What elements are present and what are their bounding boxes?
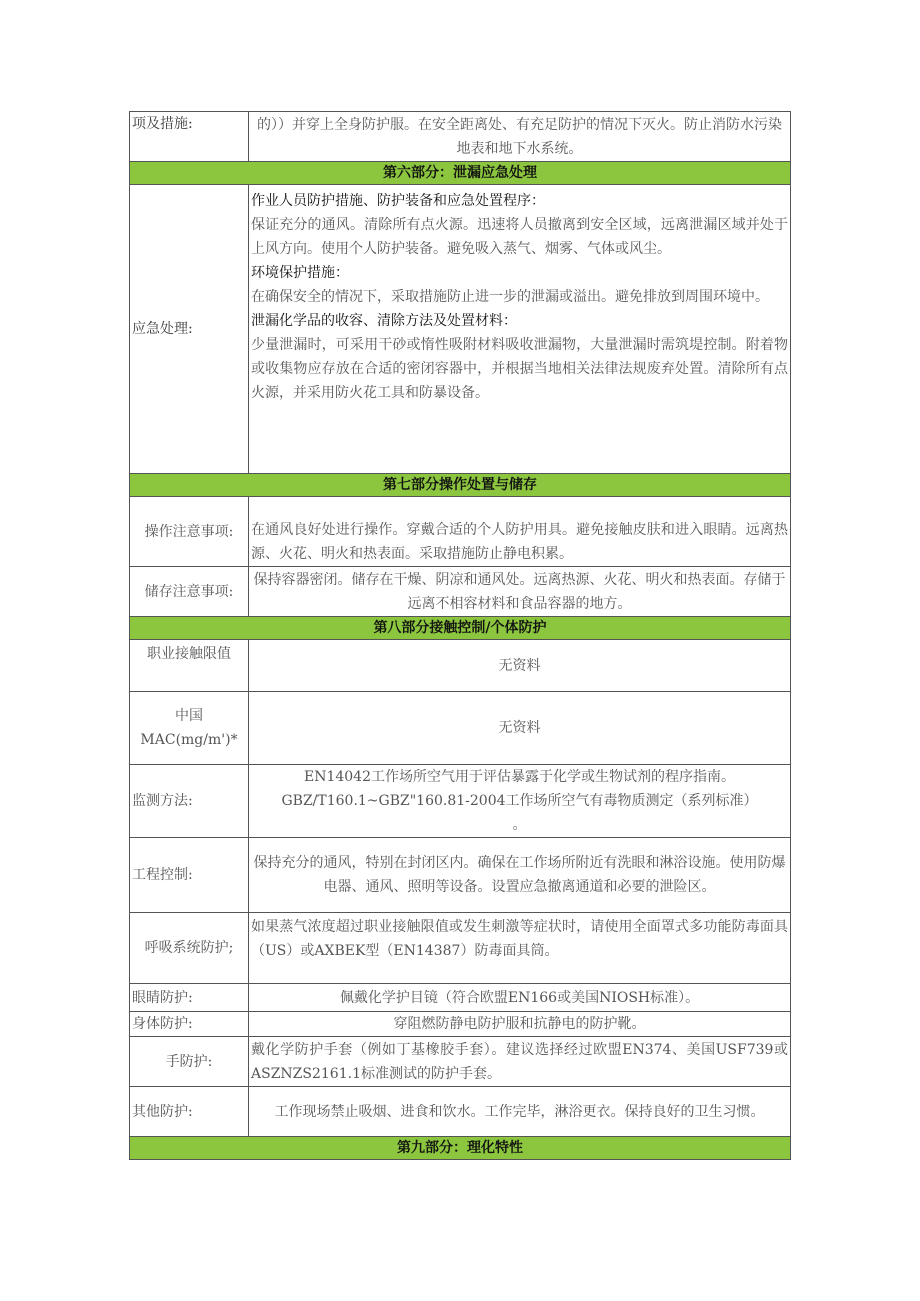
row-value: 保持充分的通风，特别在封闭区内。确保在工作场所附近有洗眼和淋浴设施。使用防爆电器、通风、照明等设备。设置应急撤离通道和必要的泄险区。 bbox=[249, 838, 791, 913]
row-label bbox=[130, 692, 249, 765]
row-label: 职业接触限值 bbox=[130, 640, 249, 692]
section-7-title: 第七部分操作处置与储存 bbox=[130, 474, 791, 497]
table-row bbox=[130, 984, 791, 1012]
section-header bbox=[130, 162, 791, 185]
label-line: MAC(mg/m')* bbox=[140, 732, 238, 748]
paragraph: 保证充分的通风。清除所有点火源。迅速将人员撤离到安全区域，远离泄漏区域并处于上风方向。使用个人防护装备。避免吸入蒸气、烟雾、气体或风尘。 bbox=[251, 217, 788, 257]
row-value: 如果蒸气浓度超过职业接触限值或发生刺激等症状时，请使用全面罩式多功能防毒面具（US）或AXBEK型（EN14387）防毒面具筒。 bbox=[249, 913, 791, 984]
row-value: 佩戴化学护目镜（符合欧盟EN166或美国NIOSH标准）。 bbox=[249, 984, 791, 1012]
section-header bbox=[130, 617, 791, 640]
row-value: 工作现场禁止吸烟、进食和饮水。工作完毕，淋浴更衣。保持良好的卫生习惯。 bbox=[249, 1087, 791, 1137]
table-row bbox=[130, 913, 791, 984]
text-line: EN14042工作场所空气用于评估暴露于化学或生物试剂的程序指南。 bbox=[303, 769, 735, 785]
table-row bbox=[130, 765, 791, 838]
row-label: 项及措施: bbox=[130, 112, 249, 162]
table-row bbox=[130, 497, 791, 567]
text-line: 。 bbox=[512, 817, 527, 833]
section-6-title: 第六部分：泄漏应急处理 bbox=[130, 162, 791, 185]
section-header bbox=[130, 474, 791, 497]
section-header bbox=[130, 1137, 791, 1160]
section-8-title: 第八部分接触控制/个体防护 bbox=[130, 617, 791, 640]
row-value: 无资料 bbox=[249, 640, 791, 692]
row-value: 保持容器密闭。储存在干燥、阴凉和通风处。远离热源、火花、明火和热表面。存储于远离不相容材料和食品容器的地方。 bbox=[249, 567, 791, 617]
row-label: 身体防护: bbox=[130, 1012, 249, 1037]
subheading: 泄漏化学品的收容、清除方法及处置材料： bbox=[251, 313, 517, 329]
label-line: 中国 bbox=[175, 708, 203, 724]
row-value: 在通风良好处进行操作。穿戴合适的个人防护用具。避免接触皮肤和进入眼睛。远离热源、火花、明火和热表面。采取措施防止静电积累。 bbox=[249, 497, 791, 567]
table-row bbox=[130, 1087, 791, 1137]
section-9-title: 第九部分：理化特性 bbox=[130, 1137, 791, 1160]
table-row bbox=[130, 1037, 791, 1087]
row-value: 无资料 bbox=[249, 692, 791, 765]
subheading: 作业人员防护措施、防护装备和应急处置程序： bbox=[251, 193, 545, 209]
row-value bbox=[249, 765, 791, 838]
table-row bbox=[130, 112, 791, 162]
table-row bbox=[130, 640, 791, 692]
row-label: 应急处理: bbox=[130, 185, 249, 474]
table-row bbox=[130, 567, 791, 617]
paragraph: 在确保安全的情况下，采取措施防止进一步的泄漏或溢出。避免排放到周围环境中。 bbox=[251, 289, 769, 305]
row-value: 戴化学防护手套（例如丁基橡胶手套）。建议选择经过欧盟EN374、美国USF739或ASZNZS2161.1标准测试的防护手套。 bbox=[249, 1037, 791, 1087]
row-label: 其他防护: bbox=[130, 1087, 249, 1137]
row-value: 穿阻燃防静电防护服和抗静电的防护靴。 bbox=[249, 1012, 791, 1037]
paragraph: 少量泄漏时，可采用干砂或惰性吸附材料吸收泄漏物，大量泄漏时需筑堤控制。附着物或收集物应存放在合适的密闭容器中，并根据当地相关法律法规废弃处置。清除所有点火源，并采用防火花工具和防暴设备。 bbox=[251, 337, 788, 401]
row-value: 的））并穿上全身防护服。在安全距离处、有充足防护的情况下灭火。防止消防水污染地表和地下水系统。 bbox=[249, 112, 791, 162]
row-label: 操作注意事项: bbox=[130, 497, 249, 567]
row-label: 呼吸系统防护; bbox=[130, 913, 249, 984]
row-label: 监测方法: bbox=[130, 765, 249, 838]
row-label: 储存注意事项: bbox=[130, 567, 249, 617]
text-line: GBZ/T160.1~GBZ"160.81-2004工作场所空气有毒物质测定（系列标准） bbox=[281, 793, 758, 809]
table-row bbox=[130, 1012, 791, 1037]
sds-table bbox=[129, 111, 791, 1160]
table-row bbox=[130, 185, 791, 474]
row-label: 工程控制: bbox=[130, 838, 249, 913]
row-label: 眼睛防护: bbox=[130, 984, 249, 1012]
row-value bbox=[249, 185, 791, 474]
table-row bbox=[130, 692, 791, 765]
table-row bbox=[130, 838, 791, 913]
row-label: 手防护: bbox=[130, 1037, 249, 1087]
subheading: 环境保护措施： bbox=[251, 265, 349, 281]
